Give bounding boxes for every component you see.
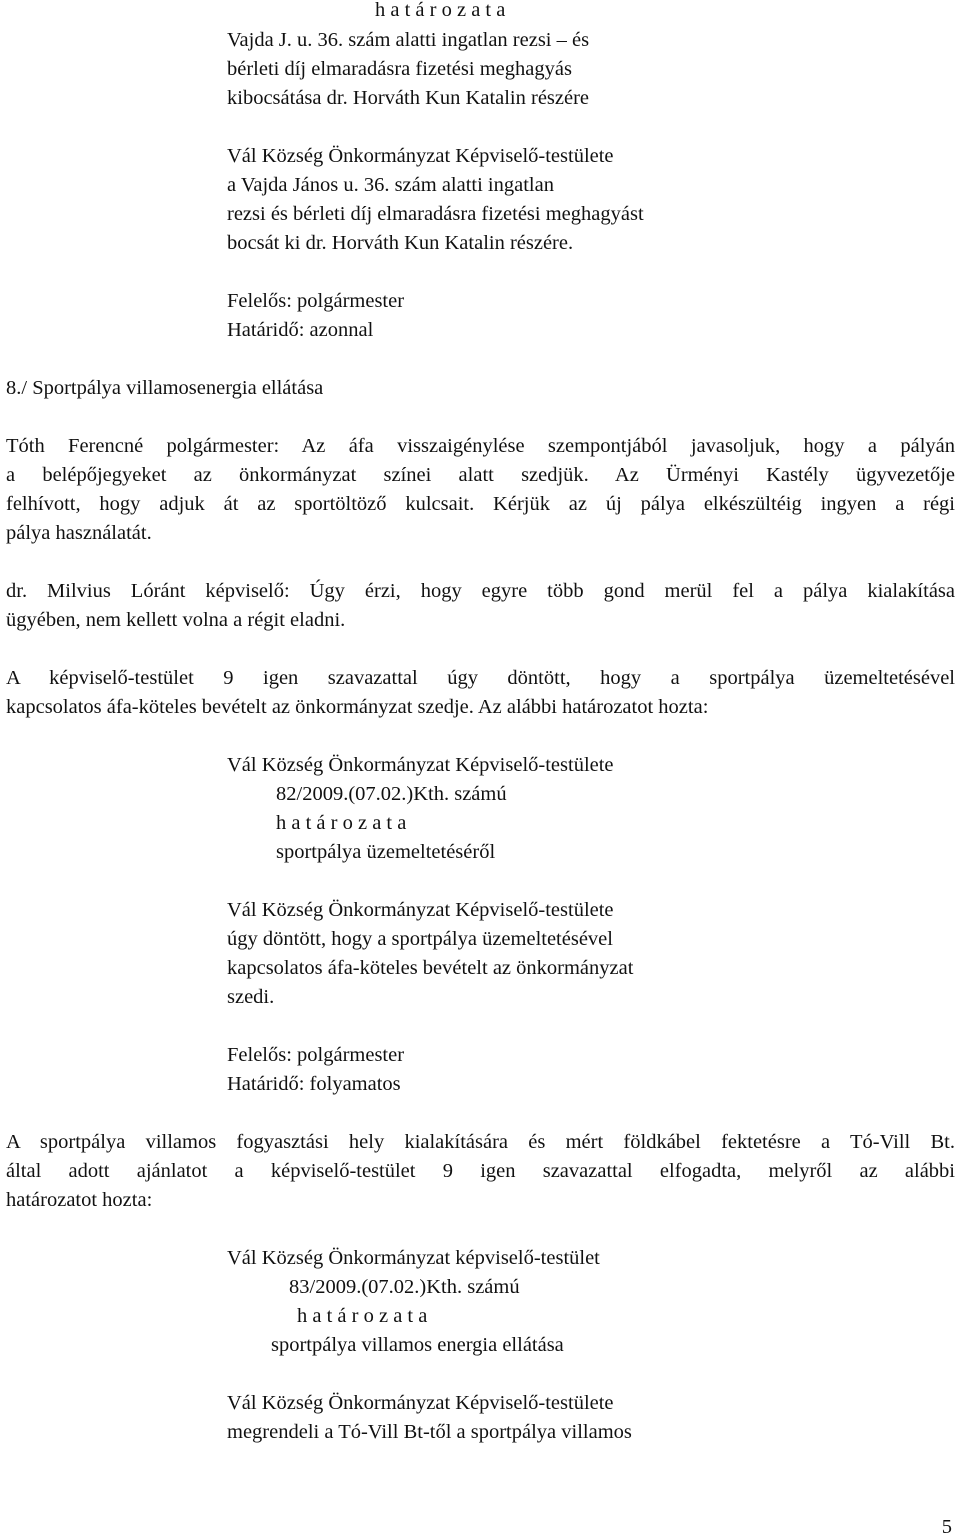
responsible-line: Felelős: polgármester <box>227 290 405 312</box>
paragraph-1-line-3: felhívott, hogy adjuk át az sportöltöző kulcsait. Kérjük az új pálya elkészültéig ingyen a régi <box>6 493 955 515</box>
resolution-83-body-line-2: megrendeli a Tó-Vill Bt-től a sportpálya villamos <box>227 1421 632 1443</box>
resolution-hat-top: h a t á r o z a t a <box>375 0 506 21</box>
resolution-82-responsible: Felelős: polgármester <box>227 1044 405 1066</box>
resolution-82-body-line-1: Vál Község Önkormányzat Képviselő-testülete <box>227 899 614 921</box>
resolution-83-number: 83/2009.(07.02.)Kth. számú <box>289 1276 520 1298</box>
resolution-82-body-line-3: kapcsolatos áfa-köteles bevételt az önkormányzat <box>227 957 634 979</box>
resolution-title-line-1: Vajda J. u. 36. szám alatti ingatlan rezsi – és <box>227 29 590 51</box>
section-heading: 8./ Sportpálya villamosenergia ellátása <box>6 377 324 399</box>
resolution-title-line-2: bérleti díj elmaradásra fizetési meghagyás <box>227 58 572 80</box>
resolution-82-deadline: Határidő: folyamatos <box>227 1073 401 1095</box>
resolution-83-header: Vál Község Önkormányzat képviselő-testület <box>227 1247 600 1269</box>
resolution-title-line-3: kibocsátása dr. Horváth Kun Katalin részére <box>227 87 590 109</box>
paragraph-1-line-4: pálya használatát. <box>6 522 152 544</box>
resolution-82-body-line-2: úgy döntött, hogy a sportpálya üzemeltetésével <box>227 928 613 950</box>
paragraph-4-line-2: által adott ajánlatot a képviselő-testület 9 igen szavazattal elfogadta, melyről az alábbi <box>6 1160 955 1182</box>
resolution-82-subject: sportpálya üzemeltetéséről <box>276 841 496 863</box>
paragraph-1-line-2: a belépőjegyeket az önkormányzat színei alatt szedjük. Az Ürményi Kastély ügyvezetője <box>6 464 955 486</box>
resolution-83-body-line-1: Vál Község Önkormányzat Képviselő-testülete <box>227 1392 614 1414</box>
resolution-82-hat: h a t á r o z a t a <box>276 812 407 834</box>
paragraph-4-line-1: A sportpálya villamos fogyasztási hely kialakítására és mért földkábel fektetésre a Tó-Vill Bt. <box>6 1131 955 1153</box>
paragraph-3-line-2: kapcsolatos áfa-köteles bevételt az önkormányzat szedje. Az alábbi határozatot hozta: <box>6 696 709 718</box>
resolution-body-line-1: Vál Község Önkormányzat Képviselő-testülete <box>227 145 614 167</box>
paragraph-2-line-2: ügyében, nem kellett volna a régit eladni. <box>6 609 346 631</box>
paragraph-1-line-1: Tóth Ferencné polgármester: Az áfa visszaigénylése szempontjából javasoljuk, hogy a pályán <box>6 435 955 457</box>
resolution-body-line-3: rezsi és bérleti díj elmaradásra fizetési meghagyást <box>227 203 644 225</box>
paragraph-2-line-1: dr. Milvius Lóránt képviselő: Úgy érzi, hogy egyre több gond merül fel a pálya kialakítása <box>6 580 955 602</box>
paragraph-3-line-1: A képviselő-testület 9 igen szavazattal úgy döntött, hogy a sportpálya üzemeltetésével <box>6 667 955 689</box>
resolution-body-line-4: bocsát ki dr. Horváth Kun Katalin részére. <box>227 232 574 254</box>
paragraph-4-line-3: határozatot hozta: <box>6 1189 153 1211</box>
deadline-line: Határidő: azonnal <box>227 319 374 341</box>
resolution-83-subject: sportpálya villamos energia ellátása <box>271 1334 564 1356</box>
resolution-82-header: Vál Község Önkormányzat Képviselő-testülete <box>227 754 614 776</box>
resolution-82-number: 82/2009.(07.02.)Kth. számú <box>276 783 507 805</box>
page-number: 5 <box>941 1516 952 1538</box>
resolution-82-body-line-4: szedi. <box>227 986 275 1008</box>
resolution-83-hat: h a t á r o z a t a <box>297 1305 428 1327</box>
resolution-body-line-2: a Vajda János u. 36. szám alatti ingatlan <box>227 174 554 196</box>
